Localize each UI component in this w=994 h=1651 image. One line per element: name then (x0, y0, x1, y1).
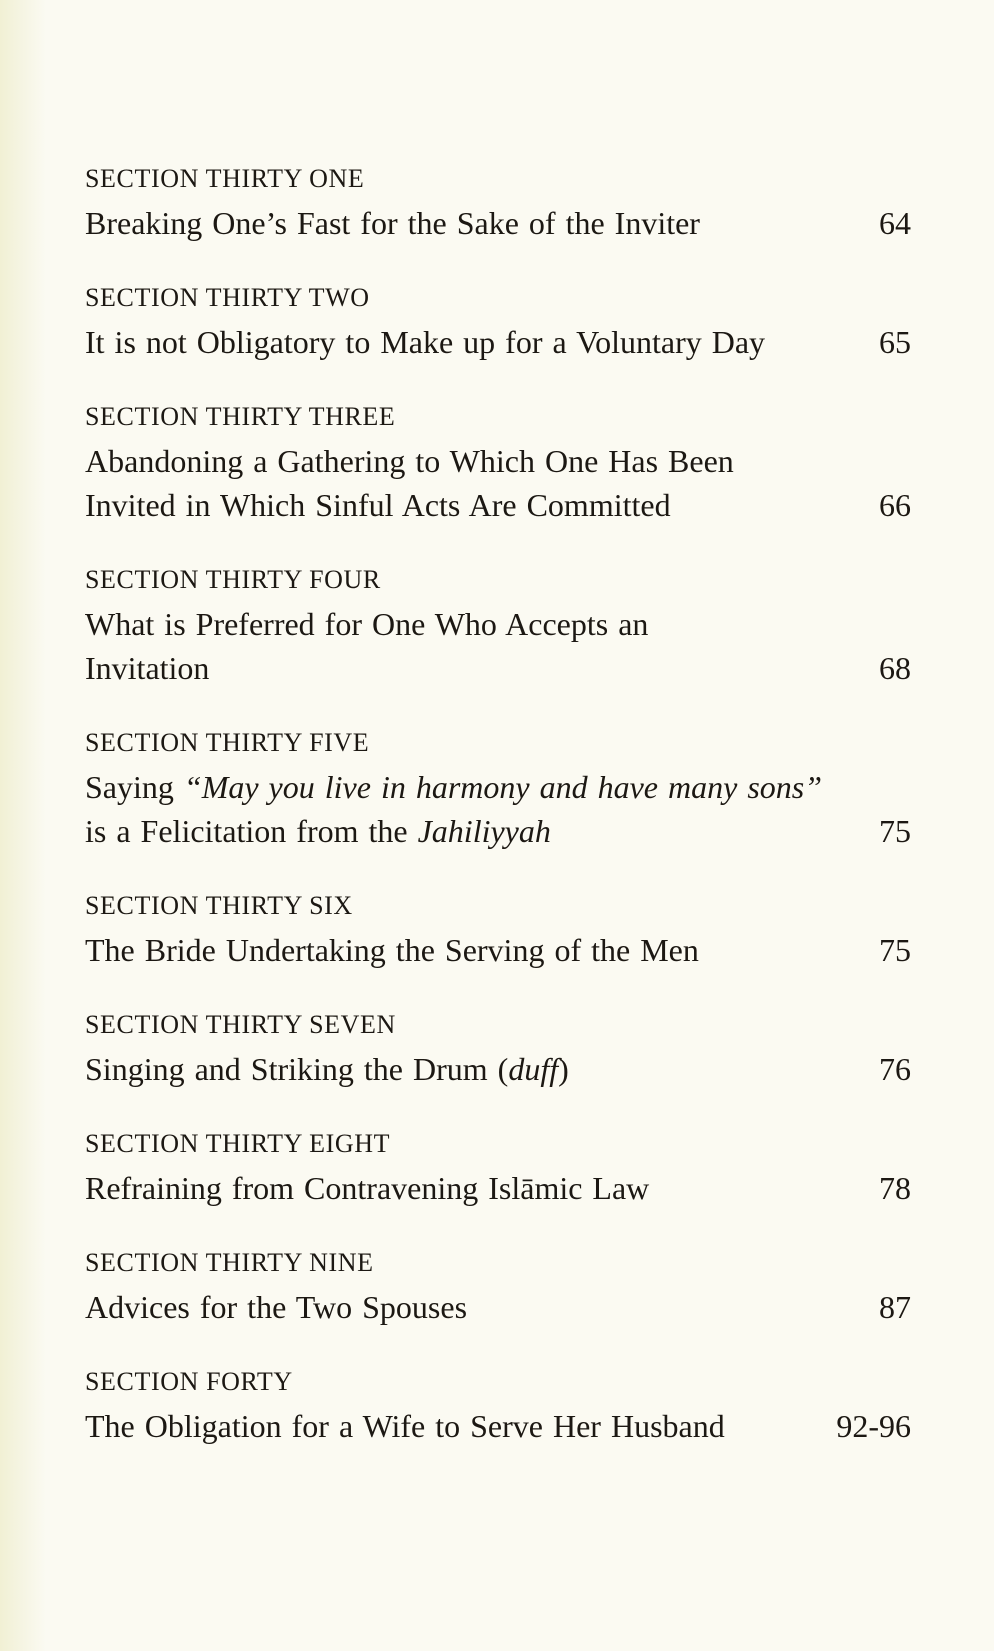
toc-page-number: 87 (879, 1289, 911, 1325)
toc-line-text (85, 646, 209, 690)
toc-line (85, 320, 911, 364)
toc-line (85, 646, 911, 690)
toc-line (85, 1166, 911, 1210)
toc-text-segment: Abandoning a Gathering to Which One Has Been (85, 443, 734, 479)
toc-entry (85, 276, 911, 364)
toc-entry (85, 1241, 911, 1329)
toc-entry (85, 1360, 911, 1448)
toc-text-segment: is a Felicitation from the (85, 813, 418, 849)
toc-text-segment: “May you live in harmony and have many sons” (183, 769, 823, 805)
toc-text-segment: Jahiliyyah (417, 813, 551, 849)
toc-line (85, 765, 911, 809)
toc-text-segment: ) (558, 1051, 569, 1087)
toc-page-number: 75 (879, 813, 911, 849)
toc-text-segment: Saying (85, 769, 184, 805)
toc-line (85, 483, 911, 527)
toc-line-text (85, 928, 699, 972)
toc-page-number: 66 (879, 487, 911, 523)
toc-text-segment: duff (508, 1051, 559, 1087)
toc-entry (85, 1122, 911, 1210)
toc-section-heading: SECTION THIRTY ONE (85, 164, 365, 193)
toc-section-heading: SECTION THIRTY NINE (85, 1248, 374, 1277)
page-edge-tint (0, 0, 46, 1651)
toc-line (85, 1404, 911, 1448)
toc-line (85, 928, 911, 972)
toc-section-heading: SECTION THIRTY TWO (85, 283, 370, 312)
toc-line-text (85, 1047, 569, 1091)
toc-entry (85, 1003, 911, 1091)
toc-text-segment: What is Preferred for One Who Accepts an (85, 606, 649, 642)
toc-text-segment: Breaking One’s Fast for the Sake of the Inviter (85, 205, 700, 241)
toc-page-number: 75 (879, 932, 911, 968)
toc-page-number: 76 (879, 1051, 911, 1087)
toc-line (85, 1047, 911, 1091)
toc-text-segment: Advices for the Two Spouses (85, 1289, 468, 1325)
toc-section-heading: SECTION THIRTY SIX (85, 891, 353, 920)
toc-line (85, 809, 911, 853)
toc-page-number: 65 (879, 324, 911, 360)
toc-entry (85, 884, 911, 972)
toc-line-text (85, 483, 671, 527)
toc-entry (85, 157, 911, 245)
toc-entry (85, 395, 911, 527)
toc-line (85, 602, 911, 646)
toc-section-heading: SECTION THIRTY EIGHT (85, 1129, 391, 1158)
toc-section-heading: SECTION FORTY (85, 1367, 293, 1396)
toc-line-text (85, 201, 700, 245)
toc-page-number: 68 (879, 650, 911, 686)
toc-text-segment: Singing and Striking the Drum ( (85, 1051, 509, 1087)
toc-text-segment: The Obligation for a Wife to Serve Her Husband (85, 1408, 725, 1444)
toc-text-segment: The Bride Undertaking the Serving of the Men (85, 932, 699, 968)
toc-section-heading: SECTION THIRTY THREE (85, 402, 396, 431)
toc-page-number: 64 (879, 205, 911, 241)
toc-entry (85, 558, 911, 690)
toc-text-segment: Invited in Which Sinful Acts Are Committed (85, 487, 671, 523)
toc-line-text (85, 1404, 725, 1448)
toc-entry (85, 721, 911, 853)
toc-line-text (85, 1166, 649, 1210)
toc-text-segment: It is not Obligatory to Make up for a Voluntary Day (85, 324, 766, 360)
toc-page-number: 78 (879, 1170, 911, 1206)
toc-line-text (85, 809, 551, 853)
toc-section-heading: SECTION THIRTY FIVE (85, 728, 370, 757)
toc-page-number: 92-96 (836, 1408, 911, 1444)
toc-line-text (85, 1285, 467, 1329)
toc-line-text (85, 439, 734, 483)
toc-section-heading: SECTION THIRTY SEVEN (85, 1010, 396, 1039)
toc-line-text (85, 602, 648, 646)
toc-text-segment: Refraining from Contravening Islāmic Law (85, 1170, 650, 1206)
toc-section-heading: SECTION THIRTY FOUR (85, 565, 381, 594)
toc-line (85, 1285, 911, 1329)
toc-line-text (85, 765, 822, 809)
toc-line (85, 201, 911, 245)
toc-text-segment: Invitation (85, 650, 210, 686)
toc-line-text (85, 320, 765, 364)
toc-line (85, 439, 911, 483)
table-of-contents (85, 157, 911, 1479)
